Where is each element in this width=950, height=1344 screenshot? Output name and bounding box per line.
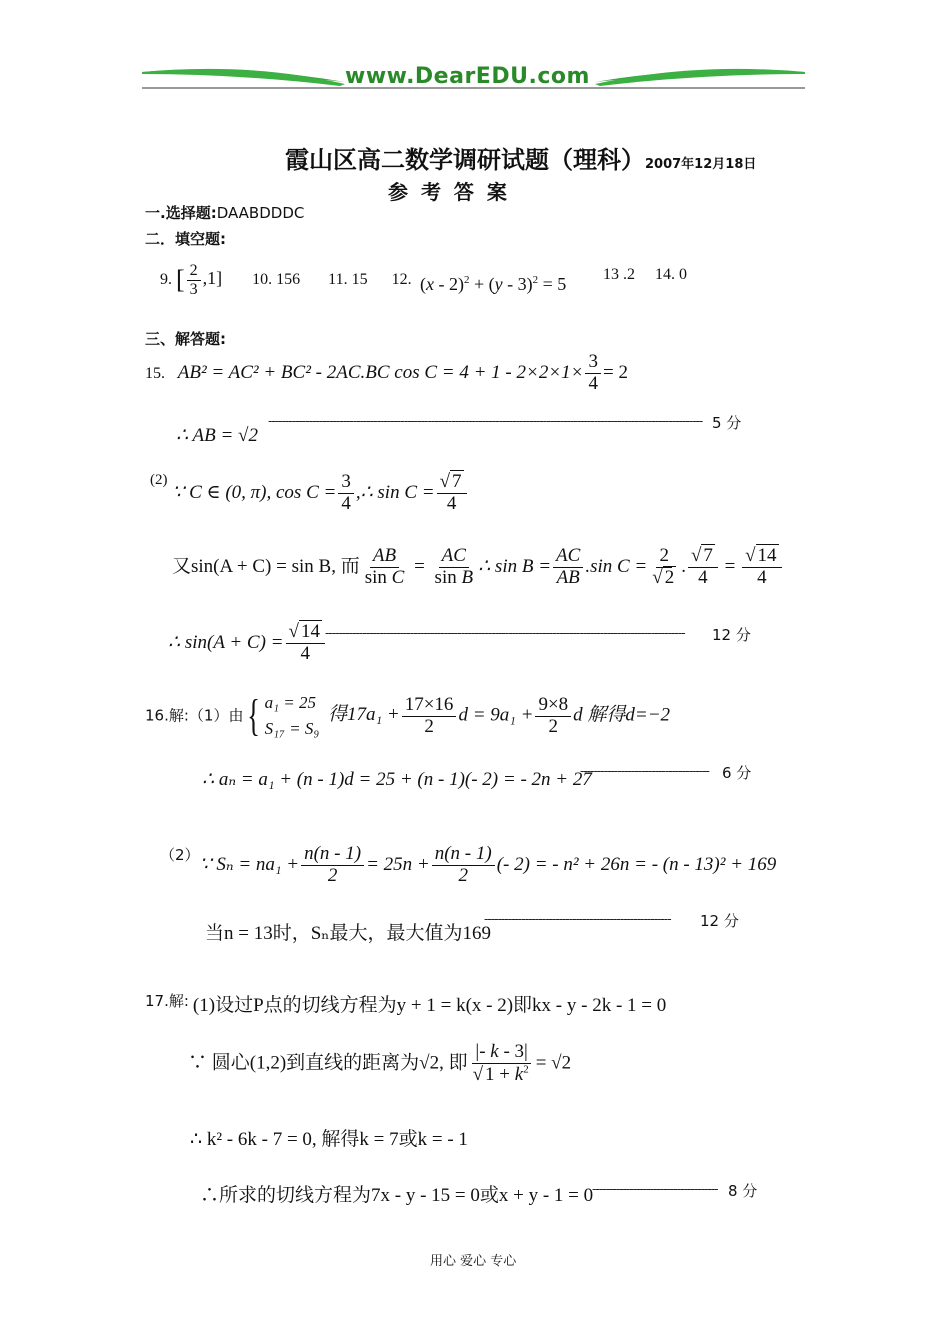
q16-eq3b: = 25n + — [366, 853, 430, 875]
q16-sys-eq2: S₁₇ = S₉ — [264, 719, 320, 738]
q15-eq1: AB² = AC² + BC² - 2AC.BC cos C = 4 + 1 - 2×2×1× — [177, 361, 584, 383]
doc-subtitle: 参 考 答 案 — [388, 180, 510, 204]
title-main: 霞山区高二数学调研试题（理科） — [285, 146, 645, 174]
title-date: 2007年12月18日 — [645, 157, 757, 172]
q15-frac-ab-sinc: $\frac{AB}{\text{sin C}}$ — [364, 545, 405, 588]
q16-line3 — [160, 844, 776, 887]
q16-eq3a: ∵ Sₙ = na₁ + — [199, 853, 300, 875]
q17-eq1: (1)设过P点的切线方程为y + 1 = k(x - 2)即kx - y - 2k - 1 = 0 — [192, 995, 667, 1016]
q16-frac-n1: $\frac{n(n - 1)}{2}$ — [301, 844, 364, 887]
q15-eq4b: ∴ sin B = — [478, 555, 552, 577]
q16-line4: 当n = 13时，Sₙ最大，最大值为169 — [205, 923, 492, 944]
doc-title — [285, 140, 756, 175]
q15-frac-sqrt14: √ $\frac{14}{4}$ — [742, 546, 781, 589]
q17-line4: ∴所求的切线方程为7x - y - 15 = 0或x + y - 1 = 0 — [200, 1185, 594, 1206]
q16-eq1b: d = 9a₁ + — [458, 704, 534, 726]
q15-dashes2: ---------------------------------------------------------------------------------------------------------- — [325, 626, 685, 641]
q16-eq3c: (- 2) = - n² + 26n = - (n - 13)² + 169 — [496, 853, 777, 875]
q16-dashes1: -------------------------------------- — [580, 764, 709, 779]
q15-mark1: 5 分 — [712, 414, 742, 432]
section-fill-label: 二．填空题: — [145, 230, 226, 248]
q15-frac-sqrt14b: √ $\frac{14}{4}$ — [286, 622, 325, 665]
q16-part2-label: （2） — [160, 846, 200, 864]
q16-eq1: 得17a₁ + — [328, 704, 400, 726]
q17-eq2a: ∵ 圆心(1,2)到直线的距离为√2, 即 — [188, 1052, 468, 1074]
q11-answer: 11. 15 — [328, 270, 368, 288]
section-choice-label: 一.选择题: — [145, 204, 217, 222]
q16-frac-n2: $\frac{n(n - 1)}{2}$ — [432, 844, 495, 887]
choice-answers: DAABDDDC — [216, 204, 305, 222]
q16-label: 16.解:（1）由 — [145, 706, 244, 725]
q15-eq4a: 又sin(A + C) = sin B, 而 — [172, 555, 360, 577]
q15-dashes1: -------------------------------------------------------------------------------------------------------------------------------- — [268, 414, 703, 429]
q15-eq3b: ,∴ sin C = — [355, 481, 435, 503]
q15-frac-sqrt7: √ $\frac{7}{4}$ — [437, 472, 467, 515]
q16-mark2: 12 分 — [700, 912, 739, 930]
q15-eq4c: .sin C = — [585, 555, 648, 577]
q16-line1 — [145, 690, 670, 742]
page-footer: 用心 爱心 专心 — [430, 1254, 517, 1269]
q16-brace: { — [247, 691, 261, 740]
q17-line2 — [188, 1042, 571, 1086]
q17-mark: 8 分 — [728, 1182, 758, 1200]
q17-dashes: ------------------------------------- — [592, 1182, 718, 1197]
section-solve-label: 三、解答题: — [145, 330, 226, 348]
q15-line4: 又sin(A + C) = sin B, 而 $\frac{AB}{\text{sin C}}$ = $\frac{AC}{\text{sin B}}$ ∴ sin B = $\frac{AC}{AB}$ .sin C = 2 √ 2 . √ $\frac{7}{4}$ = √ $\frac{14}{4}$ — [172, 546, 784, 589]
q12-answer: (x - 2)$^2$ + (y - 3)$^2$ = 5 — [420, 274, 567, 294]
q17-line1 — [145, 990, 666, 1017]
q17-frac-dist: |- k - 3| √ $1 + k^2$ — [470, 1042, 534, 1086]
q17-eq2b: = √2 — [535, 1052, 572, 1074]
q15-frac-ac-ab: $\frac{AC}{AB}$ — [553, 546, 583, 589]
q16-line2: ∴ aₙ = a₁ + (n - 1)d = 25 + (n - 1)(- 2) = - 2n + 27 — [202, 769, 592, 790]
q16-mark1: 6 分 — [722, 764, 752, 782]
q15-frac1: $\frac{3}{4}$ — [585, 352, 601, 395]
q13-answer: 13 .2 — [603, 266, 635, 283]
q15-mark2: 12 分 — [712, 626, 751, 644]
q15-line1 — [145, 352, 628, 395]
q14-answer: 14. 0 — [655, 266, 687, 283]
q15-line5 — [168, 622, 327, 665]
q13-q14-answers — [603, 266, 687, 284]
section-choice — [145, 202, 304, 223]
q15-frac3: $\frac{3}{4}$ — [338, 472, 354, 515]
q16-eq1c: d 解得d=−2 — [573, 704, 671, 726]
q15-eq1-result: = 2 — [602, 361, 628, 383]
q16-frac-9x8: $\frac{9\times 8}{2}$ — [535, 695, 571, 738]
q15-eq5: ∴ sin(A + C) = — [168, 631, 284, 653]
q15-part2-label: (2) — [150, 472, 168, 488]
q16-system — [265, 690, 320, 742]
q15-frac-sqrt7b: √ $\frac{7}{4}$ — [688, 546, 718, 589]
q9-fraction: $\frac{2}{3}$ — [187, 262, 201, 298]
fill-answers-row: 9. [ $\frac{2}{3}$ ,1] 10. 156 11. 15 12. — [160, 262, 412, 298]
q10-answer: 10. 156 — [252, 270, 301, 288]
q17-label: 17.解: — [145, 992, 189, 1010]
q16-sys-eq1: a₁ = 25 — [264, 693, 316, 712]
q16-frac-17x16: $\frac{17\times 16}{2}$ — [402, 695, 457, 738]
q16-dashes2: ------------------------------------------------------- — [484, 912, 671, 927]
q15-num: 15. — [145, 364, 165, 382]
q9-answer: [ — [176, 265, 185, 295]
q9-label: 9. — [160, 270, 172, 288]
q15-frac-2-sqrt2: 2 √ 2 — [649, 546, 679, 589]
q15-line3 — [150, 472, 469, 515]
q15-frac-ac-sinb: $\frac{AC}{\text{sin B}}$ — [434, 545, 474, 588]
q17-line3: ∴ k² - 6k - 7 = 0, 解得k = 7或k = - 1 — [190, 1129, 468, 1150]
q15-eq3: ∵ C ∈ (0, π), cos C = — [172, 481, 337, 503]
q12-label: 12. — [391, 270, 412, 288]
q15-line2: ∴ AB = √2 — [176, 425, 258, 446]
site-logo-text: www.DearEDU.com — [345, 64, 590, 89]
